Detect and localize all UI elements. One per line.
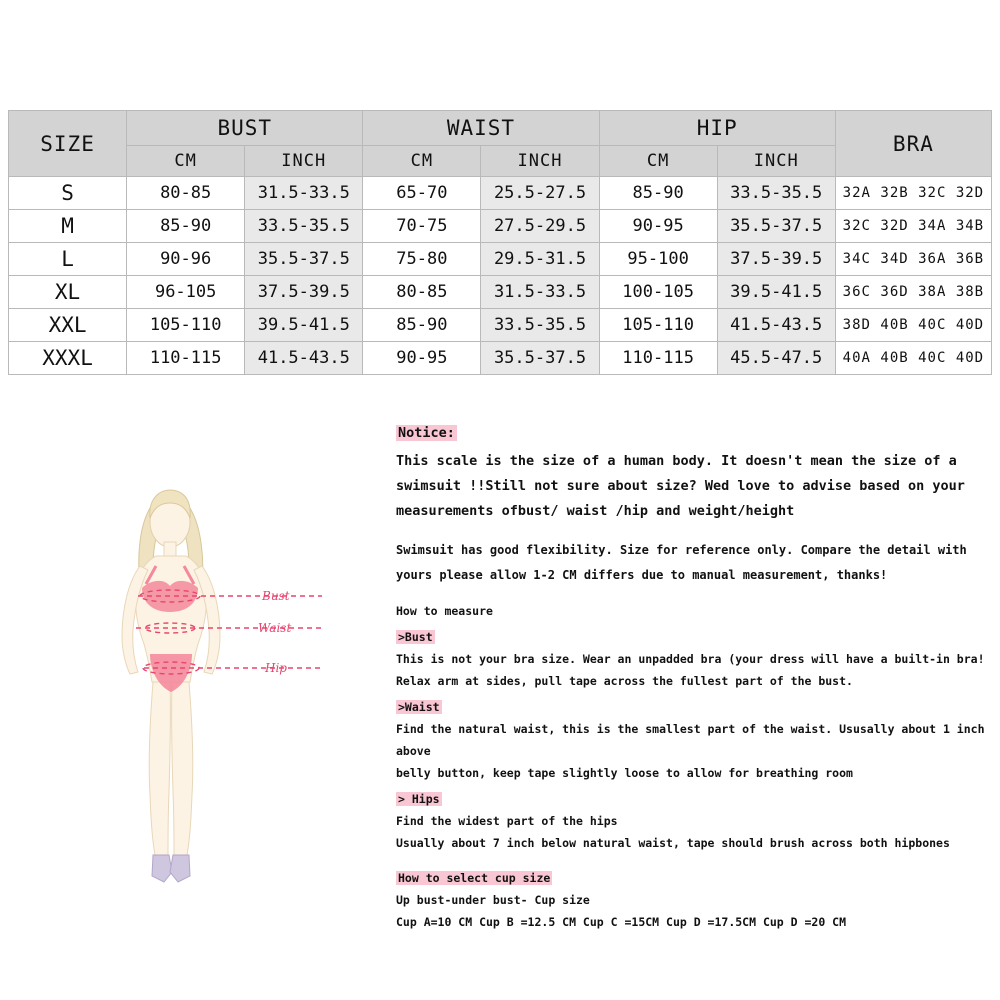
cell-waist-inch: 33.5-35.5 [481, 309, 599, 342]
header-size: SIZE [9, 111, 127, 177]
header-hip-cm: CM [599, 146, 717, 177]
cell-bust-inch: 33.5-35.5 [245, 210, 363, 243]
cell-bust-cm: 90-96 [127, 243, 245, 276]
cell-waist-cm: 85-90 [363, 309, 481, 342]
cell-bust-cm: 80-85 [127, 177, 245, 210]
figure-label-hip: Hip [265, 661, 287, 675]
table-row [9, 177, 992, 210]
header-bust-inch: INCH [245, 146, 363, 177]
table-row [9, 309, 992, 342]
hips-line-1: Find the widest part of the hips [396, 814, 618, 828]
waist-line-1: Find the natural waist, this is the smallest part of the waist. Ususally about 1 inch above [396, 722, 985, 758]
header-waist-inch: INCH [481, 146, 599, 177]
table-header-row-1 [9, 111, 992, 146]
cell-bust-inch: 39.5-41.5 [245, 309, 363, 342]
cell-size: S [9, 177, 127, 210]
notice-body: This scale is the size of a human body. It doesn't mean the size of a swimsuit !!Still not sure about size? Wed love to advise based on your measurements ofbust/ waist /hip and weight/height [396, 453, 965, 519]
hips-line-2: Usually about 7 inch below natural waist, tape should brush across both hipbones [396, 836, 950, 850]
cup-line-2: Cup A=10 CM Cup B =12.5 CM Cup C =15CM Cup D =17.5CM Cup D =20 CM [396, 915, 847, 929]
table-row [9, 210, 992, 243]
bust-line-2: Relax arm at sides, pull tape across the fullest part of the bust. [396, 674, 853, 688]
header-waist-cm: CM [363, 146, 481, 177]
waist-heading-text: >Waist [398, 700, 440, 714]
cell-hip-inch: 41.5-43.5 [717, 309, 835, 342]
cell-waist-inch: 35.5-37.5 [481, 342, 599, 375]
bust-heading [396, 626, 996, 648]
cell-bust-inch: 35.5-37.5 [245, 243, 363, 276]
cell-bust-inch: 37.5-39.5 [245, 276, 363, 309]
cell-hip-inch: 35.5-37.5 [717, 210, 835, 243]
hips-heading-text: > Hips [398, 792, 440, 806]
cell-hip-cm: 100-105 [599, 276, 717, 309]
cell-hip-inch: 37.5-39.5 [717, 243, 835, 276]
how-to-measure-heading: How to measure [396, 604, 493, 618]
cell-bust-inch: 31.5-33.5 [245, 177, 363, 210]
cup-size-heading-text: How to select cup size [398, 871, 551, 885]
cell-hip-inch: 33.5-35.5 [717, 177, 835, 210]
flexibility-note: Swimsuit has good flexibility. Size for reference only. Compare the detail with yours please allow 1-2 CM differs due to manual measurement, thanks! [396, 543, 967, 582]
notice-heading-text: Notice: [398, 425, 455, 441]
cell-hip-cm: 85-90 [599, 177, 717, 210]
header-bra: BRA [835, 111, 991, 177]
cell-bra: 34C 34D 36A 36B [835, 243, 991, 276]
cell-waist-cm: 90-95 [363, 342, 481, 375]
cell-hip-cm: 90-95 [599, 210, 717, 243]
bust-line-1: This is not your bra size. Wear an unpadded bra (your dress will have a built-in bra! [396, 652, 985, 666]
cell-waist-inch: 29.5-31.5 [481, 243, 599, 276]
size-chart-table [8, 110, 992, 375]
cell-hip-cm: 110-115 [599, 342, 717, 375]
cell-waist-cm: 80-85 [363, 276, 481, 309]
cell-hip-cm: 105-110 [599, 309, 717, 342]
cell-hip-inch: 39.5-41.5 [717, 276, 835, 309]
cell-bust-inch: 41.5-43.5 [245, 342, 363, 375]
size-chart-table-wrapper [8, 110, 992, 375]
woman-figure-illustration [60, 470, 380, 910]
bust-heading-text: >Bust [398, 630, 433, 644]
cup-size-heading [396, 867, 996, 889]
cell-bust-cm: 110-115 [127, 342, 245, 375]
cell-bust-cm: 96-105 [127, 276, 245, 309]
table-row [9, 276, 992, 309]
cell-bra: 36C 36D 38A 38B [835, 276, 991, 309]
cell-waist-cm: 75-80 [363, 243, 481, 276]
cell-waist-inch: 25.5-27.5 [481, 177, 599, 210]
waist-heading [396, 696, 996, 718]
cell-bra: 40A 40B 40C 40D [835, 342, 991, 375]
measurement-figure [60, 470, 380, 910]
table-row [9, 243, 992, 276]
cell-size: XXXL [9, 342, 127, 375]
cell-hip-inch: 45.5-47.5 [717, 342, 835, 375]
header-waist: WAIST [363, 111, 599, 146]
cell-bra: 32C 32D 34A 34B [835, 210, 991, 243]
header-hip: HIP [599, 111, 835, 146]
header-bust-cm: CM [127, 146, 245, 177]
cell-hip-cm: 95-100 [599, 243, 717, 276]
cell-bra: 38D 40B 40C 40D [835, 309, 991, 342]
figure-label-waist: Waist [258, 621, 292, 635]
cell-size: M [9, 210, 127, 243]
header-bust: BUST [127, 111, 363, 146]
cell-bust-cm: 85-90 [127, 210, 245, 243]
cell-size: L [9, 243, 127, 276]
notice-heading [396, 424, 996, 442]
cup-line-1: Up bust-under bust- Cup size [396, 893, 590, 907]
waist-line-2: belly button, keep tape slightly loose to allow for breathing room [396, 766, 853, 780]
cell-waist-cm: 70-75 [363, 210, 481, 243]
cell-bust-cm: 105-110 [127, 309, 245, 342]
cell-waist-inch: 31.5-33.5 [481, 276, 599, 309]
cell-waist-inch: 27.5-29.5 [481, 210, 599, 243]
hips-heading [396, 788, 996, 810]
figure-label-bust: Bust [262, 589, 290, 603]
cell-size: XXL [9, 309, 127, 342]
cell-bra: 32A 32B 32C 32D [835, 177, 991, 210]
table-row [9, 342, 992, 375]
header-hip-inch: INCH [717, 146, 835, 177]
spacer [396, 854, 996, 863]
cell-waist-cm: 65-70 [363, 177, 481, 210]
instructions-panel [396, 424, 996, 933]
cell-size: XL [9, 276, 127, 309]
